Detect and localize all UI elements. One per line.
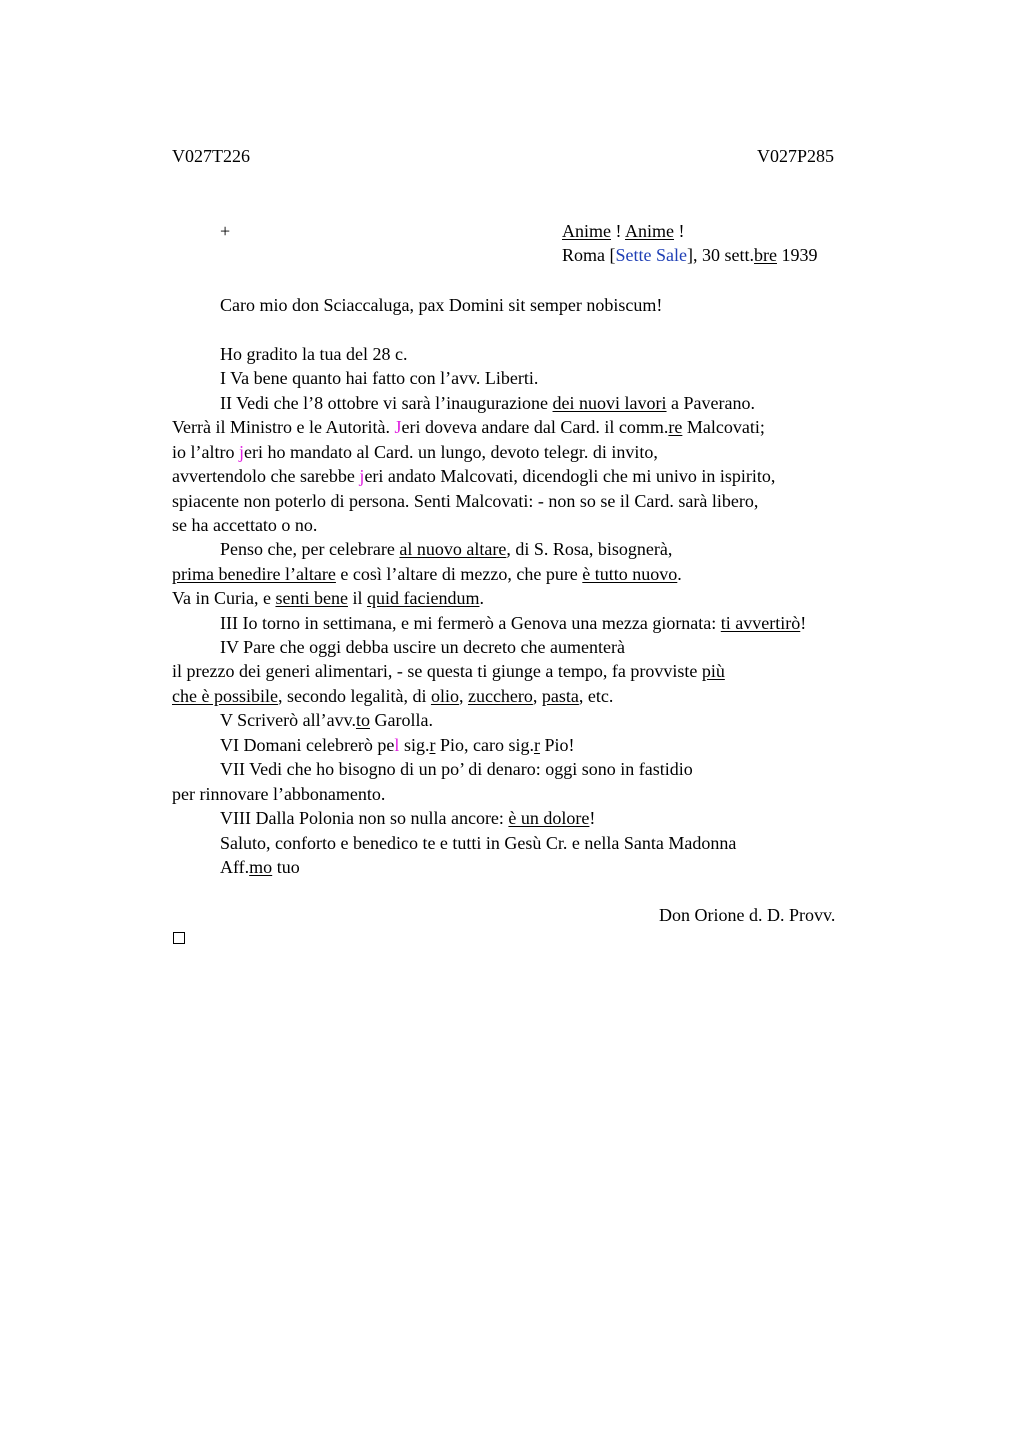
text-segment: VIII Dalla Polonia non so nulla ancore: <box>220 808 509 828</box>
text-segment: I Va bene quanto hai fatto con l’avv. Liberti. <box>220 368 539 388</box>
text-segment: r <box>429 735 436 755</box>
text-segment: per rinnovare l’abbonamento. <box>172 784 386 804</box>
text-segment: al nuovo altare <box>399 539 507 559</box>
signature: Don Orione d. D. Provv. <box>659 905 836 925</box>
text-segment: che è possibile <box>172 686 278 706</box>
letter-line <box>220 733 574 757</box>
text-segment: più <box>701 661 725 681</box>
letter-line <box>172 464 775 488</box>
text-segment: e così l’altare di mezzo, che pure <box>335 564 583 584</box>
text-segment: V Scriverò all’avv. <box>220 710 356 730</box>
letter-line <box>220 366 538 390</box>
end-mark-box-icon <box>173 932 185 944</box>
text-segment: sig. <box>399 735 430 755</box>
text-segment: Pio! <box>539 735 575 755</box>
letter-line <box>172 659 725 683</box>
text-segment: olio <box>430 686 459 706</box>
text-segment: j <box>238 442 244 462</box>
text-segment: Pio, caro sig. <box>435 735 534 755</box>
text-segment: a Paverano. <box>666 393 755 413</box>
text-segment: il <box>347 588 367 608</box>
text-segment: avvertendolo che sarebbe <box>172 466 360 486</box>
text-segment: Roma [ <box>562 245 616 265</box>
text-segment: ! <box>589 808 596 828</box>
text-segment: zucchero <box>467 686 533 706</box>
text-segment: eri andato Malcovati, dicendogli che mi univo in ispirito, <box>364 466 776 486</box>
letter-line <box>220 611 806 635</box>
place-date-line <box>562 245 817 266</box>
letter-line <box>220 293 662 317</box>
letter-line <box>172 586 484 610</box>
letter-line <box>220 757 693 781</box>
text-segment: quid faciendum <box>366 588 480 608</box>
text-segment: l <box>394 735 400 755</box>
text-segment: IV Pare che oggi debba uscire un decreto che aumenterà <box>220 637 625 657</box>
text-segment: ], 30 sett. <box>686 245 754 265</box>
text-segment: , etc. <box>578 686 614 706</box>
text-segment: è un dolore <box>508 808 590 828</box>
text-segment: J <box>394 417 402 437</box>
text-segment: Va in Curia, e <box>172 588 276 608</box>
letter-line <box>172 513 317 537</box>
text-segment: VII Vedi che ho bisogno di un po’ di denaro: oggi sono in fastidio <box>220 759 693 779</box>
cross-mark: + <box>220 221 231 241</box>
letter-line <box>220 806 595 830</box>
text-segment: Anime <box>562 221 611 241</box>
letter-line <box>220 635 625 659</box>
text-segment: VI Domani celebrerò pe <box>220 735 395 755</box>
text-segment: . <box>479 588 484 608</box>
text-segment: Malcovati; <box>682 417 765 437</box>
text-segment: , secondo legalità, di <box>277 686 431 706</box>
text-segment: Anime <box>625 221 675 241</box>
text-segment: spiacente non poterlo di persona. Senti Malcovati: - non so se il Card. sarà libero, <box>172 491 759 511</box>
letter-line <box>172 684 613 708</box>
text-segment: j <box>359 466 365 486</box>
text-segment: . <box>677 564 682 584</box>
text-segment: Sette Sale <box>615 245 687 265</box>
text-segment: prima benedire l’altare <box>172 564 336 584</box>
letter-line <box>220 855 300 879</box>
text-segment: bre <box>753 245 777 265</box>
text-segment: ti avvertirò <box>720 613 801 633</box>
text-segment: Saluto, conforto e benedico te e tutti in Gesù Cr. e nella Santa Madonna <box>220 833 737 853</box>
text-segment: eri doveva andare dal Card. il comm. <box>401 417 669 437</box>
text-segment: Aff. <box>220 857 250 877</box>
text-segment: tuo <box>272 857 300 877</box>
text-segment: , di S. Rosa, bisognerà, <box>506 539 673 559</box>
text-segment: ! <box>611 221 626 241</box>
text-segment: II Vedi che l’8 ottobre vi sarà l’inaugurazione <box>220 393 553 413</box>
left-document-code: V027T226 <box>172 146 250 166</box>
letter-line <box>220 342 407 366</box>
text-segment: re <box>668 417 683 437</box>
letter-line <box>172 782 385 806</box>
letter-line <box>172 489 758 513</box>
letter-line <box>172 440 658 464</box>
text-segment: Caro mio don Sciaccaluga, pax Domini sit semper nobiscum! <box>220 295 663 315</box>
text-segment: senti bene <box>275 588 348 608</box>
text-segment: il prezzo dei generi alimentari, - se questa ti giunge a tempo, fa provviste <box>172 661 702 681</box>
text-segment: ! <box>800 613 807 633</box>
letter-line <box>220 831 736 855</box>
letter-line <box>172 415 765 439</box>
text-segment: Garolla. <box>369 710 433 730</box>
text-segment: io l’altro <box>172 442 239 462</box>
right-document-code: V027P285 <box>757 146 835 166</box>
text-segment: , <box>532 686 542 706</box>
text-segment: Verrà il Ministro e le Autorità. <box>172 417 395 437</box>
letter-line <box>220 391 755 415</box>
letter-line <box>220 708 433 732</box>
text-segment: Ho gradito la tua del 28 c. <box>220 344 408 364</box>
letter-line <box>220 537 672 561</box>
motto-line <box>562 221 685 242</box>
text-segment: è tutto nuovo <box>582 564 678 584</box>
text-segment: to <box>355 710 370 730</box>
text-segment: ! <box>674 221 685 241</box>
text-segment: 1939 <box>776 245 818 265</box>
text-segment: dei nuovi lavori <box>552 393 667 413</box>
text-segment: eri ho mandato al Card. un lungo, devoto telegr. di invito, <box>244 442 658 462</box>
text-segment: pasta <box>541 686 579 706</box>
text-segment: Penso che, per celebrare <box>220 539 400 559</box>
text-segment: r <box>533 735 540 755</box>
text-segment: , <box>458 686 468 706</box>
letter-line <box>172 562 682 586</box>
text-segment: se ha accettato o no. <box>172 515 318 535</box>
text-segment: III Io torno in settimana, e mi fermerò a Genova una mezza giornata: <box>220 613 721 633</box>
text-segment: mo <box>249 857 273 877</box>
